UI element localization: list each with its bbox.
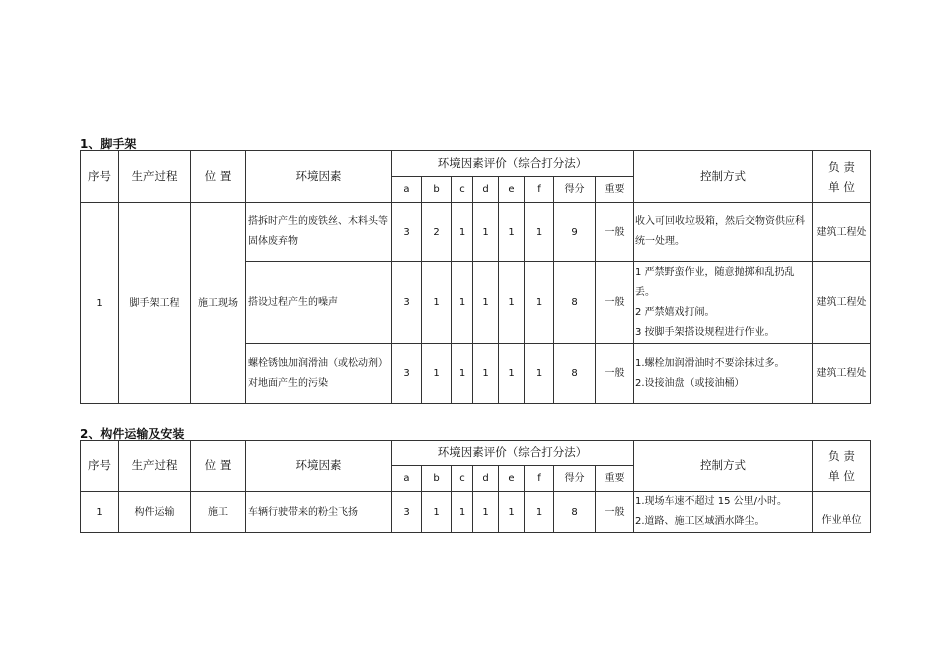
header-b: b — [422, 466, 452, 492]
row-factor-text: 螺栓锈蚀加润滑油（或松动剂）对地面产生的污染 — [248, 357, 388, 389]
header-importance: 重要 — [596, 466, 634, 492]
row-control — [634, 492, 813, 533]
row-location: 施工现场 — [191, 203, 246, 404]
row-unit: 建筑工程处 — [813, 203, 871, 262]
row-control — [634, 262, 813, 344]
header-f: f — [525, 466, 554, 492]
header-d: d — [473, 466, 499, 492]
control-line: 2 严禁嬉戏打闹。 — [635, 306, 715, 318]
control-line: 2.道路、施工区域洒水降尘。 — [635, 516, 765, 527]
header-unit-line2: 单 位 — [828, 179, 855, 194]
header-score: 得分 — [554, 177, 596, 203]
control-line: 1.现场车速不超过 15 公里/小时。 — [635, 496, 787, 507]
score-importance: 一般 — [596, 492, 634, 533]
section-title-scaffold: 1、脚手架 — [80, 137, 137, 151]
row-factor — [246, 203, 392, 262]
header-b: b — [422, 177, 452, 203]
control-line: 1.螺栓加润滑油时不要涂抹过多。 — [635, 357, 785, 369]
score-d: 1 — [473, 203, 499, 262]
control-line: 1 严禁野蛮作业，随意抛掷和乱扔乱丢。 — [635, 266, 795, 298]
score-f: 1 — [525, 344, 554, 404]
header-evaluation: 环境因素评价（综合打分法） — [392, 441, 634, 466]
header-importance: 重要 — [596, 177, 634, 203]
table-row — [81, 492, 871, 533]
header-c: c — [452, 466, 473, 492]
score-c: 1 — [452, 344, 473, 404]
scaffold-table — [80, 150, 871, 404]
row-factor-text: 搭拆时产生的废铁丝、木料头等固体废弃物 — [248, 216, 388, 247]
header-seq: 序号 — [81, 441, 119, 492]
score-importance: 一般 — [596, 344, 634, 404]
score-f: 1 — [525, 492, 554, 533]
score-total: 9 — [554, 203, 596, 262]
header-unit — [813, 441, 871, 492]
score-b: 1 — [422, 344, 452, 404]
score-a: 3 — [392, 492, 422, 533]
control-line: 3 按脚手架搭设规程进行作业。 — [635, 326, 775, 338]
header-evaluation: 环境因素评价（综合打分法） — [392, 151, 634, 177]
header-e: e — [499, 177, 525, 203]
control-line: 收入可回收垃圾箱，然后交物资供应科统一处理。 — [635, 216, 805, 247]
score-c: 1 — [452, 262, 473, 344]
row-unit: 建筑工程处 — [813, 262, 871, 344]
header-control: 控制方式 — [634, 151, 813, 203]
header-seq: 序号 — [81, 151, 119, 203]
score-b: 1 — [422, 262, 452, 344]
header-unit-line1: 负 责 — [828, 449, 855, 463]
row-control — [634, 203, 813, 262]
section-title-transport: 2、构件运输及安装 — [80, 427, 185, 441]
header-unit — [813, 151, 871, 203]
row-seq: 1 — [81, 492, 119, 533]
score-d: 1 — [473, 492, 499, 533]
row-seq: 1 — [81, 203, 119, 404]
row-factor: 搭设过程产生的噪声 — [246, 262, 392, 344]
table-row — [81, 203, 871, 262]
row-factor: 车辆行驶带来的粉尘飞扬 — [246, 492, 392, 533]
score-total: 8 — [554, 262, 596, 344]
score-e: 1 — [499, 262, 525, 344]
score-total: 8 — [554, 492, 596, 533]
score-f: 1 — [525, 262, 554, 344]
score-d: 1 — [473, 344, 499, 404]
score-a: 3 — [392, 262, 422, 344]
header-location: 位 置 — [191, 441, 246, 492]
score-c: 1 — [452, 203, 473, 262]
row-unit: 建筑工程处 — [813, 344, 871, 404]
header-c: c — [452, 177, 473, 203]
score-e: 1 — [499, 344, 525, 404]
score-b: 1 — [422, 492, 452, 533]
row-location: 施工 — [191, 492, 246, 533]
control-line: 2.设接油盘（或接油桶） — [635, 377, 745, 389]
header-unit-line1: 负 责 — [828, 159, 855, 174]
header-a: a — [392, 466, 422, 492]
score-a: 3 — [392, 344, 422, 404]
row-process: 脚手架工程 — [119, 203, 191, 404]
score-e: 1 — [499, 492, 525, 533]
score-total: 8 — [554, 344, 596, 404]
row-control — [634, 344, 813, 404]
header-score: 得分 — [554, 466, 596, 492]
header-control: 控制方式 — [634, 441, 813, 492]
header-a: a — [392, 177, 422, 203]
header-f: f — [525, 177, 554, 203]
header-factor: 环境因素 — [246, 151, 392, 203]
score-a: 3 — [392, 203, 422, 262]
score-f: 1 — [525, 203, 554, 262]
score-b: 2 — [422, 203, 452, 262]
score-d: 1 — [473, 262, 499, 344]
header-process: 生产过程 — [119, 151, 191, 203]
row-process: 构件运输 — [119, 492, 191, 533]
score-importance: 一般 — [596, 203, 634, 262]
header-unit-line2: 单 位 — [828, 469, 855, 483]
row-unit: 作业单位 — [813, 492, 871, 533]
header-location: 位 置 — [191, 151, 246, 203]
transport-table — [80, 440, 871, 533]
header-process: 生产过程 — [119, 441, 191, 492]
header-d: d — [473, 177, 499, 203]
row-factor — [246, 344, 392, 404]
score-importance: 一般 — [596, 262, 634, 344]
header-factor: 环境因素 — [246, 441, 392, 492]
header-e: e — [499, 466, 525, 492]
score-e: 1 — [499, 203, 525, 262]
score-c: 1 — [452, 492, 473, 533]
